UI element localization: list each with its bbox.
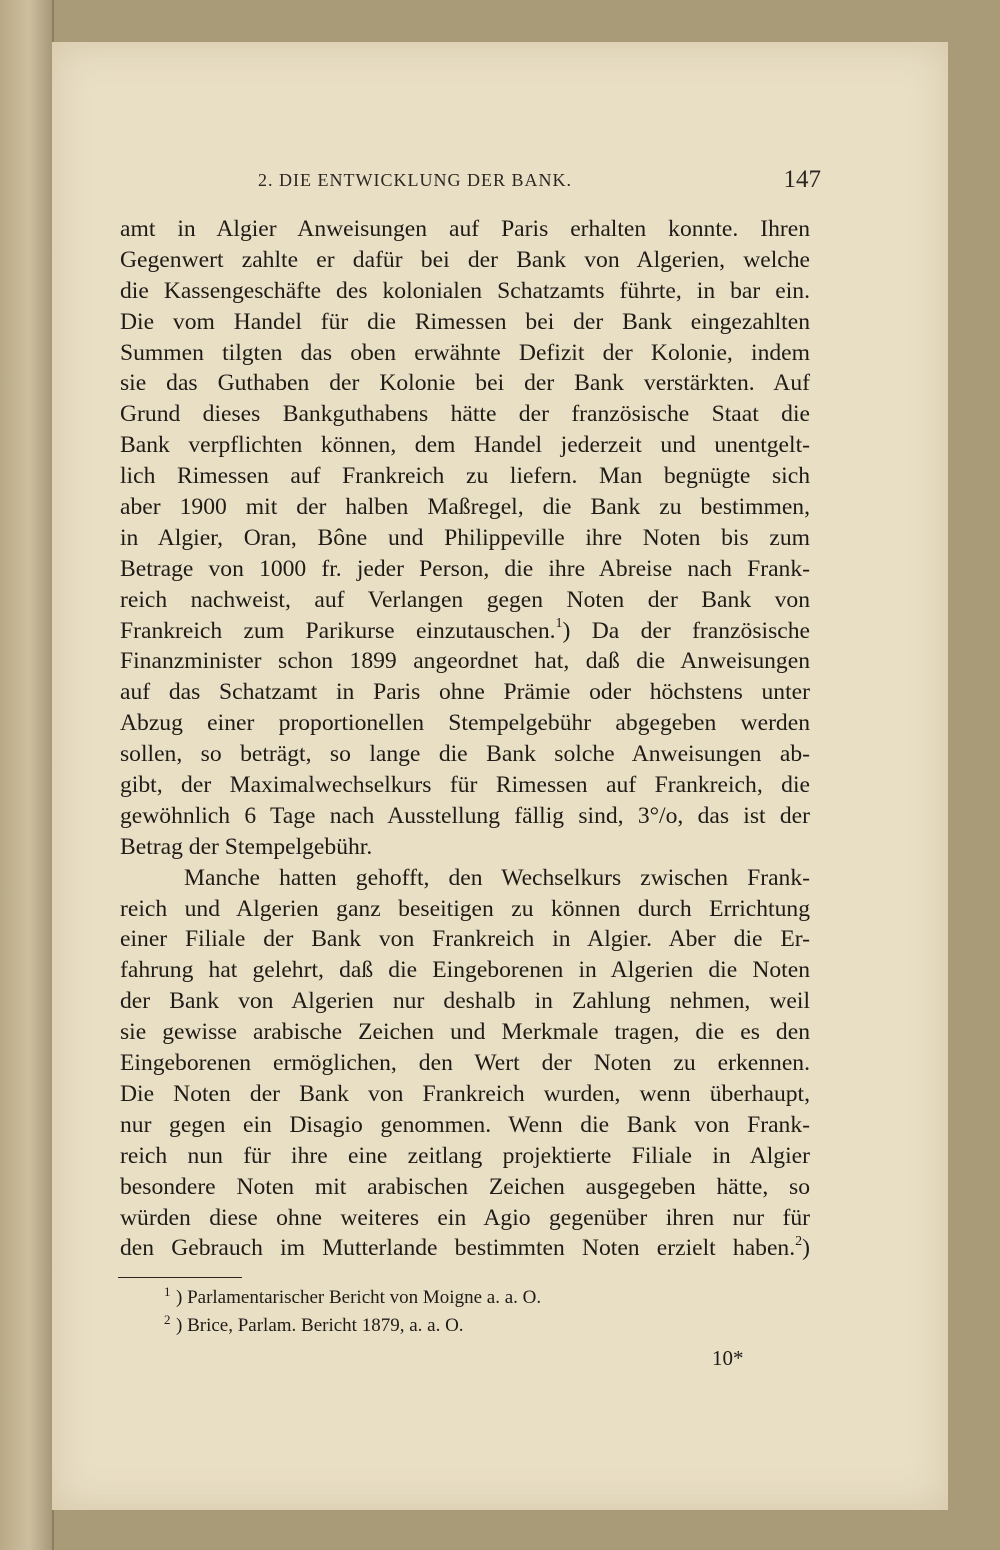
text-line: Betrage von 1000 fr. jeder Person, die ihre Abreise nach Frank- [120, 555, 810, 582]
text-line: Gegenwert zahlte er dafür bei der Bank von Algerien, welche [120, 246, 810, 273]
signature-mark: 10* [712, 1346, 744, 1370]
text-line: sie gewisse arabische Zeichen und Merkmale tragen, die es den [120, 1019, 810, 1046]
running-head [258, 168, 821, 194]
text-line: Abzug einer proportionellen Stempelgebühr abgegeben werden [120, 710, 810, 737]
text-line: fahrung hat gelehrt, daß die Eingeborenen in Algerien die Noten [120, 957, 810, 984]
text-line: Bank verpflichten können, dem Handel jederzeit und unentgelt- [120, 432, 810, 459]
text-line: aber 1900 mit der halben Maßregel, die Bank zu bestimmen, [120, 494, 810, 521]
text-line: Betrag der Stempelgebühr. [120, 833, 373, 860]
text-line: Die Noten der Bank von Frankreich wurden, wenn überhaupt, [120, 1080, 810, 1107]
text-segment: ) Da der französische [562, 617, 810, 644]
text-line: besondere Noten mit arabischen Zeichen ausgegeben hätte, so [120, 1173, 810, 1200]
text-line: Eingeborenen ermöglichen, den Wert der Noten zu erkennen. [120, 1050, 810, 1077]
text-line-with-footnote-ref [120, 1233, 810, 1264]
text-line: Finanzminister schon 1899 angeordnet hat, daß die Anweisungen [120, 648, 810, 675]
text-line: Die vom Handel für die Rimessen bei der Bank eingezahlten [120, 308, 810, 335]
footnote-1 [164, 1284, 776, 1312]
text-line: der Bank von Algerien nur deshalb in Zahlung nehmen, weil [120, 988, 810, 1015]
text-line: auf das Schatzamt in Paris ohne Prämie oder höchstens unter [120, 679, 810, 706]
text-line: Grund dieses Bankguthabens hätte der französische Staat die [120, 401, 810, 428]
footnote-text: ) Brice, Parlam. Bericht 1879, a. a. O. [176, 1315, 464, 1336]
text-line: Summen tilgten das oben erwähnte Defizit der Kolonie, indem [120, 339, 810, 366]
text-line: gewöhnlich 6 Tage nach Ausstellung fällig sind, 3°/o, das ist der [120, 802, 810, 829]
text-line: reich nun für ihre eine zeitlang projektierte Filiale in Algier [120, 1142, 810, 1169]
text-line: Manche hatten gehofft, den Wechselkurs zwischen Frank- [184, 864, 810, 891]
text-line: die Kassengeschäfte des kolonialen Schatzamts führte, in bar ein. [120, 277, 810, 304]
text-line: in Algier, Oran, Bône und Philippeville ihre Noten bis zum [120, 524, 810, 551]
text-line: amt in Algier Anweisungen auf Paris erhalten konnte. Ihren [120, 216, 810, 242]
footnote-text: ) Parlamentarischer Bericht von Moigne a. a. O. [176, 1287, 542, 1308]
footnote-ref-1: 1 [555, 615, 563, 631]
footnote-mark: 2 [164, 1312, 171, 1327]
text-segment: Frankreich zum Parikurse einzutauschen. [120, 617, 556, 644]
footnote-ref-2: 2 [795, 1233, 803, 1249]
text-line: nur gegen ein Disagio genommen. Wenn die Bank von Frank- [120, 1111, 810, 1138]
footnotes [164, 1284, 776, 1340]
page-number: 147 [783, 166, 821, 193]
text-line: lich Rimessen auf Frankreich zu liefern. Man begnügte sich [120, 463, 810, 490]
footnote-2 [164, 1312, 776, 1340]
text-line: reich und Algerien ganz beseitigen zu können durch Errichtung [120, 895, 810, 922]
text-segment: ) [802, 1235, 810, 1262]
text-line: einer Filiale der Bank von Frankreich in Algier. Aber die Er- [120, 926, 810, 953]
text-line: sie das Guthaben der Kolonie bei der Bank verstärkten. Auf [120, 370, 810, 397]
footnote-mark: 1 [164, 1284, 171, 1299]
text-line: reich nachweist, auf Verlangen gegen Noten der Bank von [120, 586, 810, 613]
footnote-rule [118, 1277, 242, 1278]
text-line: sollen, so beträgt, so lange die Bank solche Anweisungen ab- [120, 741, 810, 768]
text-line: gibt, der Maximalwechselkurs für Rimessen auf Frankreich, die [120, 772, 810, 799]
adjacent-page-edge [0, 0, 54, 1550]
body-text [120, 214, 810, 1264]
text-line: würden diese ohne weiteres ein Agio gegenüber ihren nur für [120, 1204, 810, 1231]
text-segment: den Gebrauch im Mutterlande bestimmten Noten erzielt haben. [120, 1235, 796, 1262]
running-title: 2. DIE ENTWICKLUNG DER BANK. [258, 170, 572, 190]
text-line-with-footnote-ref [120, 616, 810, 647]
